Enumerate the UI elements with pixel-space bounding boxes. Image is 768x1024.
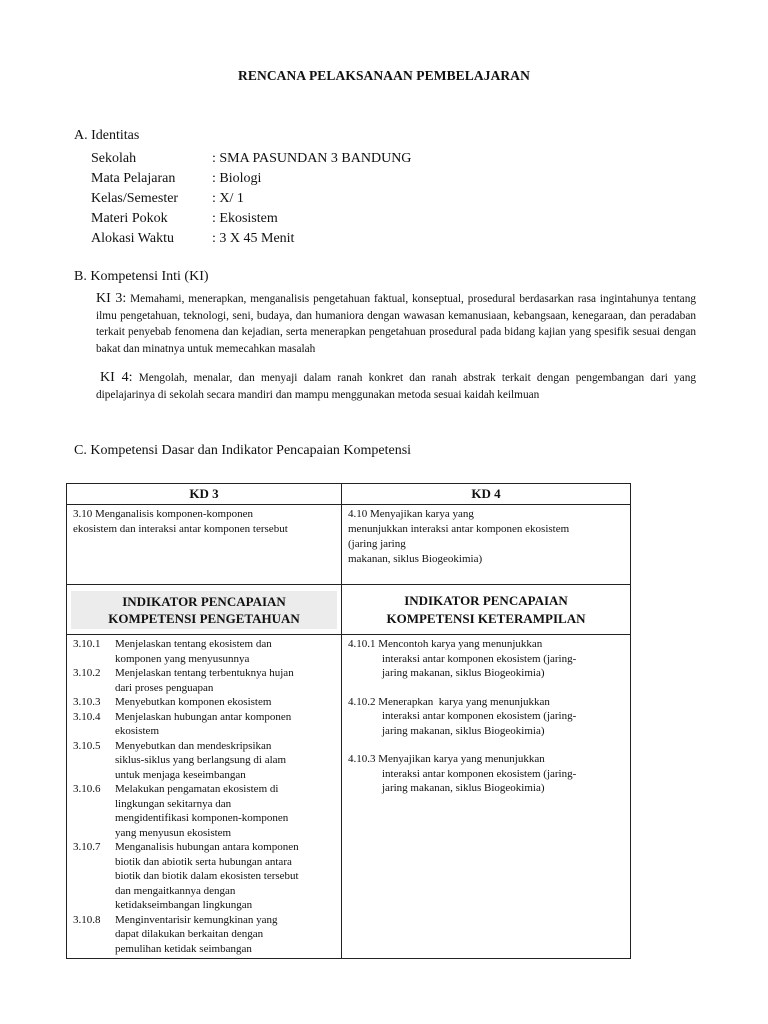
indicator-line: Menjelaskan tentang terbentuknya hujan (115, 667, 294, 679)
indicator-line: biotik dan biotik dalam ekosisten tersebut (115, 870, 299, 882)
ki4-text: Mengolah, menalar, dan menyaji dalam ranah konkret dan ranah abstrak terkait dengan pengembangan dari yang dipelajarinya di sekolah secara mandiri dan mampu menggunakan metoda sesuai kaidah keilmuan (96, 372, 696, 401)
indicator-skill-cell (342, 635, 631, 959)
indicator-knowledge-cell (67, 635, 342, 959)
indicator-number: 3.10.3 (73, 696, 101, 708)
kd4-line: (jaring jaring (348, 538, 406, 550)
indicator-line: interaksi antar komponen ekosistem (jaring- (382, 710, 577, 722)
indicator-line: Menyebutkan dan mendeskripsikan (115, 739, 272, 752)
identity-row (91, 189, 411, 209)
indicator-number: 3.10.7 (73, 841, 101, 853)
indicator-line: dapat dilakukan berkaitan dengan (115, 928, 264, 940)
ki3-paragraph (96, 291, 696, 357)
list-item (348, 695, 624, 739)
identity-key: Mata Pelajaran (91, 171, 176, 186)
list-item (73, 637, 335, 666)
indicator-line: Menganalisis hubungan antara komponen (115, 841, 299, 853)
identity-value: : 3 X 45 Menit (212, 231, 295, 246)
identity-row (91, 229, 411, 249)
indicator-line: Menyebutkan komponen ekosistem (115, 696, 272, 708)
ki3-label: KI 3: (96, 291, 127, 306)
kd4-header: KD 4 (342, 484, 631, 505)
header-line: INDIKATOR PENCAPAIAN (122, 594, 286, 609)
kd3-line: ekosistem dan interaksi antar komponen tersebut (73, 523, 288, 535)
indicator-text (115, 913, 335, 957)
list-item (73, 782, 335, 840)
indicator-number: 3.10.5 (73, 739, 101, 752)
indicator-number: 3.10.8 (73, 913, 101, 926)
indicator-line: dan mengaitkannya dengan (115, 884, 236, 897)
indicator-text (115, 710, 335, 739)
kd4-cell (342, 505, 631, 585)
table-row (67, 505, 631, 585)
indicator-skill-header-text (348, 591, 624, 628)
indicator-line: Melakukan pengamatan ekosistem di (115, 783, 279, 795)
indicator-line: interaksi antar komponen ekosistem (jaring- (382, 767, 577, 780)
indicator-text (115, 666, 335, 695)
indicator-line: jaring makanan, siklus Biogeokimia) (382, 724, 545, 737)
section-b-heading: B. Kompetensi Inti (KI) (74, 269, 209, 284)
indicator-text (115, 739, 335, 783)
identity-value: : X/ 1 (212, 191, 244, 206)
indicator-line: Menjelaskan hubungan antar komponen (115, 710, 292, 723)
identity-key: Sekolah (91, 151, 137, 166)
kd3-cell (67, 505, 342, 585)
indicator-number: 3.10.4 (73, 710, 101, 723)
identity-value: : Ekosistem (212, 211, 278, 226)
indicator-line: yang menyusun ekosistem (115, 826, 232, 839)
indicator-line: komponen yang menyusunnya (115, 652, 250, 665)
identity-list (91, 149, 411, 249)
indicator-number: 3.10.1 (73, 638, 101, 650)
table-row (67, 635, 631, 959)
section-c-heading: C. Kompetensi Dasar dan Indikator Pencapaian Kompetensi (74, 443, 412, 458)
identity-key: Materi Pokok (91, 211, 168, 226)
list-item (348, 752, 624, 796)
indicator-line: ketidakseimbangan lingkungan (115, 899, 253, 911)
identity-key: Kelas/Semester (91, 191, 179, 206)
identity-value: : SMA PASUNDAN 3 BANDUNG (212, 151, 412, 166)
table-row (67, 585, 631, 635)
page-title: RENCANA PELAKSANAAN PEMBELAJARAN (238, 68, 530, 83)
indicator-number: 3.10.6 (73, 783, 101, 795)
indicator-line: jaring makanan, siklus Biogeokimia) (382, 667, 545, 679)
ki4-paragraph (96, 370, 696, 403)
list-item (73, 913, 335, 957)
indicator-line: dari proses penguapan (115, 681, 214, 694)
identity-row (91, 209, 411, 229)
kd3-header: KD 3 (67, 484, 342, 505)
indicator-line: biotik dan abiotik serta hubungan antara (115, 855, 292, 868)
ki4-label: KI 4: (100, 370, 133, 385)
indicator-line: interaksi antar komponen ekosistem (jaring- (382, 652, 577, 665)
indicator-line: mengidentifikasi komponen-komponen (115, 812, 289, 824)
indicator-text (115, 840, 335, 913)
indicator-line: ekosistem (115, 725, 159, 737)
header-line: KOMPETENSI PENGETAHUAN (108, 611, 300, 626)
ki3-text: Memahami, menerapkan, menganalisis pengetahuan faktual, konseptual, prosedural berdasarkan rasa ingintahunya tentang ilmu pengetahuan, teknologi, seni, budaya, dan humaniora dengan wawasan kemanusiaan, kebangsaan, kenegaraan, dan peradaban terkait penyebab fenomena dan kejadian, serta menerapkan pengetahuan prosedural pada bidang kajian yang spesifik sesuai dengan bakat dan minatnya untuk memecahkan masalah (96, 293, 696, 355)
indicator-line: pemulihan ketidak seimbangan (115, 942, 252, 955)
indicator-number: 3.10.2 (73, 667, 101, 679)
indicator-line: 4.10.3 Menyajikan karya yang menunjukkan (348, 753, 545, 765)
header-line: KOMPETENSI KETERAMPILAN (386, 611, 586, 626)
kd3-line: 3.10 Menganalisis komponen-komponen (73, 508, 253, 520)
indicator-line: siklus-siklus yang berlangsung di alam (115, 754, 287, 766)
header-line: INDIKATOR PENCAPAIAN (404, 593, 568, 608)
identity-key: Alokasi Waktu (91, 231, 174, 246)
kd4-line: menunjukkan interaksi antar komponen ekosistem (348, 523, 570, 535)
list-item (348, 637, 624, 681)
indicator-text (115, 782, 335, 840)
indicator-knowledge-header (67, 585, 342, 635)
list-item (73, 710, 335, 739)
indicator-line: Menjelaskan tentang ekosistem dan (115, 638, 272, 650)
identity-value: : Biologi (212, 171, 262, 186)
indicator-knowledge-header-box (71, 591, 337, 629)
indicator-line: 4.10.1 Mencontoh karya yang menunjukkan (348, 638, 543, 650)
competency-table (66, 483, 631, 959)
indicator-line: untuk menjaga keseimbangan (115, 768, 246, 781)
section-a-heading: A. Identitas (74, 128, 140, 143)
list-item (73, 695, 335, 710)
list-item (73, 739, 335, 783)
kd4-line: 4.10 Menyajikan karya yang (348, 508, 474, 520)
list-item (73, 840, 335, 913)
indicator-line: 4.10.2 Menerapkan karya yang menunjukkan (348, 695, 550, 708)
kd4-line: makanan, siklus Biogeokimia) (348, 553, 483, 565)
list-item (73, 666, 335, 695)
indicator-line: lingkungan sekitarnya dan (115, 797, 232, 810)
indicator-skill-header (342, 585, 631, 635)
indicator-line: Menginventarisir kemungkinan yang (115, 913, 278, 926)
identity-row (91, 149, 411, 169)
indicator-text (115, 695, 335, 710)
indicator-line: jaring makanan, siklus Biogeokimia) (382, 782, 545, 794)
indicator-text (115, 637, 335, 666)
table-header-row (67, 484, 631, 505)
identity-row (91, 169, 411, 189)
